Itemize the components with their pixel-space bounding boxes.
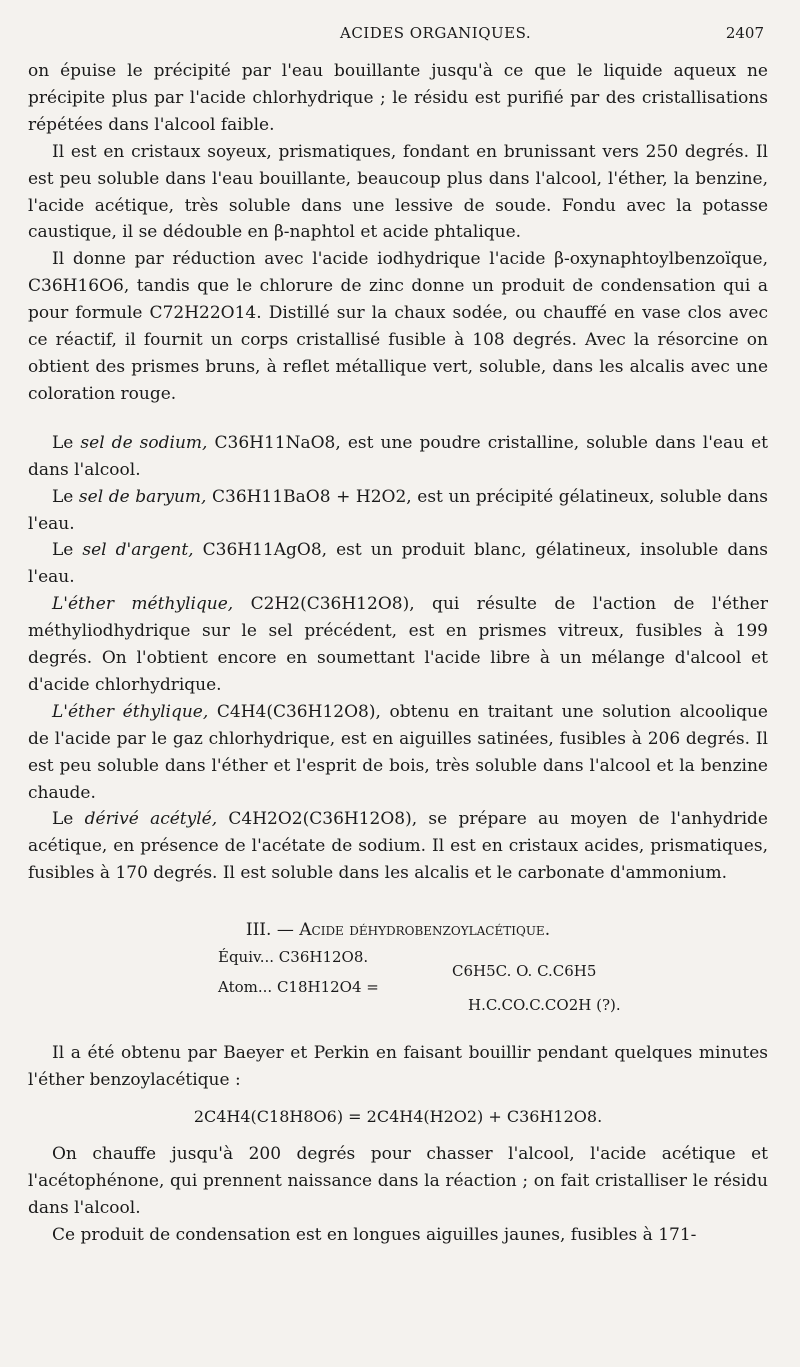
text-run: Le xyxy=(52,486,79,507)
text-run: est un produit blanc, gélatineux, insoluble dans l'eau. xyxy=(28,540,769,588)
text-run: est un précipité gélatineux, soluble dans l'eau. xyxy=(28,486,768,534)
header-title: ACIDES ORGANIQUES. xyxy=(340,24,532,42)
text-run: Le xyxy=(52,809,85,830)
formula-ethyl: C4H4(C36H12O8), xyxy=(216,701,381,722)
term-methyl-ether: L'éther méthylique, xyxy=(52,594,234,615)
reaction-equation: 2C4H4(C18H8O6) = 2C4H4(H2O2) + C36H12O8. xyxy=(193,1106,603,1126)
spacer xyxy=(28,408,768,430)
formula-block xyxy=(28,944,768,1040)
paragraph-sodium-salt xyxy=(28,430,768,484)
section-heading xyxy=(28,917,768,944)
paragraph-properties: Il est en cristaux soyeux, prismatiques, fondant en brunissant vers 250 degrés. Il est peu soluble dans l'eau bouillante, beaucoup plus dans l'alcool, l'éther, la benzine, l'acide acétique, très soluble dans une lessive de soude. Fondu avec la potasse caustique, il se dédouble en β-naphtol et acide phtalique. xyxy=(28,141,768,243)
text-run: se prépare au moyen de l'anhydride acétique, en présence de l'acétate de sodium. Il est en cristaux acides, prismatiques, fusibles à 170 degrés. Il est soluble dans les alcalis et le carbonate d'ammonium. xyxy=(28,809,768,884)
running-header xyxy=(0,24,800,44)
text-run: . Distillé sur la chaux sodée, ou chauffé en vase clos avec ce réactif, il fournit un corps cristallisé fusible à 108 degrés. Avec la résorcine on obtient des prismes bruns, à reflet métallique vert, soluble, dans les alcalis avec une coloration rouge. xyxy=(28,303,768,404)
paragraph-acetyl-derivative xyxy=(28,806,768,887)
formula-c36h16o6: 36H16O6 xyxy=(41,276,124,297)
text-run: , tandis que le chlorure de zinc donne un produit de condensation qui a pour formule C xyxy=(28,276,768,324)
text-run: Il donne par réduction avec l'acide iodhydrique l'acide β-oxynaphtoylbenzoïque, C xyxy=(28,249,768,297)
structure-top-line: C6H5C. O. C.C6H5 xyxy=(452,962,597,981)
atomic-formula xyxy=(218,974,379,1001)
formula-sodium: C36H11NaO8, xyxy=(214,432,341,453)
section-number: III. — A xyxy=(245,920,312,941)
atom-label: Atom... xyxy=(218,978,273,997)
page-number: 2407 xyxy=(725,24,764,42)
term-ethyl-ether: L'éther éthylique, xyxy=(52,701,209,722)
paragraph-barium-salt xyxy=(28,484,768,538)
formula-methyl: C2H2(C36H12O8), xyxy=(250,594,415,615)
equiv-label: Équiv... xyxy=(218,948,275,967)
text-run: est une poudre cristalline, soluble dans l'eau et dans l'alcool. xyxy=(28,432,768,480)
formula-acetyl: C4H2O2(C36H12O8), xyxy=(228,809,418,830)
section-title: cide déhydrobenzoylacétique. xyxy=(311,920,551,941)
equivalent-formula xyxy=(218,944,368,971)
page-body xyxy=(28,58,768,1248)
text-run: obtenu en traitant une solution alcoolique de l'acide par le gaz chlorhydrique, est en aiguilles satinées, fusibles à 206 degrés. Il est peu soluble dans l'éther et l'esprit de bois, très soluble dans l'alcool et la benzine chaude. xyxy=(28,701,768,803)
term-acetyl-derivative: dérivé acétylé, xyxy=(84,809,218,830)
paragraph-purification: on épuise le précipité par l'eau bouillante jusqu'à ce que le liquide aqueux ne précipite plus par l'acide chlorhydrique ; le résidu est purifié par des cristallisations répétées dans l'alcool faible. xyxy=(28,61,768,135)
text-run: Le xyxy=(52,432,81,453)
term-silver-salt: sel d'argent, xyxy=(82,540,194,561)
paragraph-product: Ce produit de condensation est en longues aiguilles jaunes, fusibles à 171- xyxy=(52,1224,697,1245)
atom-value: C18H12O4 = xyxy=(276,978,379,997)
formula-silver: C36H11AgO8, xyxy=(202,540,328,561)
text-run: qui résulte de l'action de l'éther méthyliodhydrique sur le sel précédent, est en prismes vitreux, fusibles à 199 degrés. On l'obtient encore en soumettant l'acide libre à un mélange d'alcool et d'acide chlorhydrique. xyxy=(28,594,768,695)
paragraph-preparation: Il a été obtenu par Baeyer et Perkin en faisant bouillir pendant quelques minutes l'éther benzoylacétique : xyxy=(28,1043,768,1090)
paragraph-ethyl-ether xyxy=(28,699,768,807)
term-sodium-salt: sel de sodium, xyxy=(80,432,208,453)
paragraph-silver-salt xyxy=(28,537,768,591)
formula-barium: C36H11BaO8 + H2O2, xyxy=(212,486,412,507)
paragraph-methyl-ether xyxy=(28,591,768,699)
paragraph-heating: On chauffe jusqu'à 200 degrés pour chasser l'alcool, l'acide acétique et l'acétophénone, qui prennent naissance dans la réaction ; on fait cristalliser le résidu dans l'alcool. xyxy=(28,1143,768,1218)
equiv-value: C36H12O8. xyxy=(278,948,369,967)
spacer xyxy=(28,887,768,913)
formula-c72h22o14: 72H22O14 xyxy=(162,303,257,324)
paragraph-reduction xyxy=(28,246,768,407)
term-barium-salt: sel de baryum, xyxy=(78,486,207,507)
text-run: Le xyxy=(52,540,83,561)
structure-bottom-line: H.C.CO.C.CO2H (?). xyxy=(468,996,621,1015)
